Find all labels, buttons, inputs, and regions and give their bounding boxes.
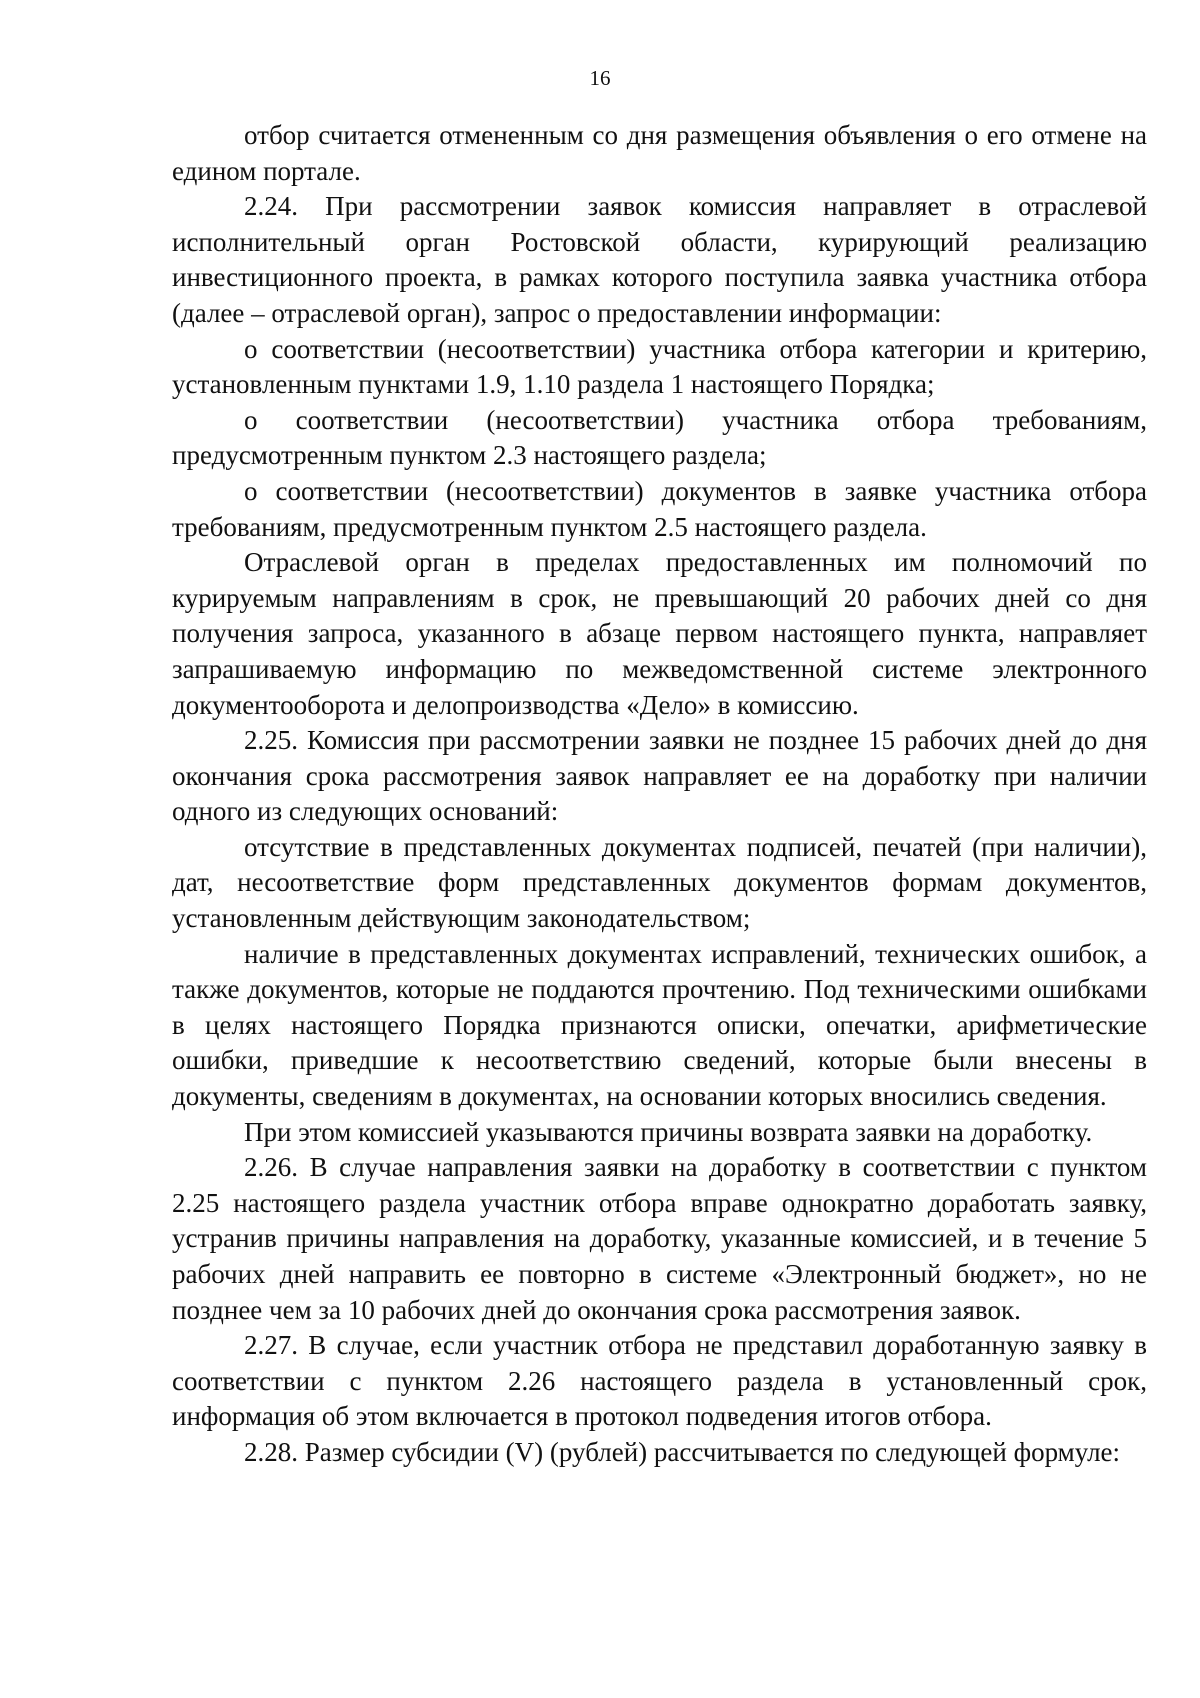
paragraph-technical-errors: наличие в представленных документах исправлений, технических ошибок, а также документов, которые не поддаются прочтению. Под техническими ошибками в целях настоящего Порядка признаются описки, опечатки, арифметические ошибки, приведшие к несоответствию сведений, которые были внесены в документы, сведениям в документах, на основании которых вносились сведения. — [172, 938, 1147, 1112]
paragraph-continuation: отбор считается отмененным со дня размещения объявления о его отмене на едином портале. — [172, 120, 1147, 186]
paragraph-2-24: 2.24. При рассмотрении заявок комиссия направляет в отраслевой исполнительный орган Ростовской области, курирующий реализацию инвестиционного проекта, в рамках которого поступила заявка участника отбора (далее – отраслевой орган), запрос о предоставлении информации: — [172, 191, 1147, 328]
paragraph-2-26: 2.26. В случае направления заявки на доработку в соответствии с пунктом 2.25 настоящего раздела участник отбора вправе однократно доработать заявку, устранив причины направления на доработку, указанные комиссией, и в течение 5 рабочих дней направить ее повторно в системе «Электронный бюджет», но не позднее чем за 10 рабочих дней до окончания срока рассмотрения заявок. — [172, 1152, 1147, 1325]
paragraph-category-criterion: о соответствии (несоответствии) участника отбора категории и критерию, установленным пунктами 1.9, 1.10 раздела 1 настоящего Порядка; — [172, 333, 1147, 400]
page-number: 16 — [589, 66, 611, 90]
paragraph-2-27: 2.27. В случае, если участник отбора не представил доработанную заявку в соответствии с пунктом 2.26 настоящего раздела в установленный срок, информация об этом включается в протокол подведения итогов отбора. — [172, 1330, 1147, 1432]
paragraph-2-28: 2.28. Размер субсидии (V) (рублей) рассчитывается по следующей формуле: — [244, 1436, 1121, 1467]
paragraph-requirements: о соответствии (несоответствии) участника отбора требованиям, предусмотренным пунктом 2.3 настоящего раздела; — [172, 404, 1147, 471]
paragraph-return-reasons: При этом комиссией указываются причины возврата заявки на доработку. — [244, 1116, 1093, 1147]
document-body — [172, 118, 1147, 1471]
paragraph-sector-body: Отраслевой орган в пределах предоставленных им полномочий по курируемым направлениям в срок, не превышающий 20 рабочих дней со дня получения запроса, указанного в абзаце первом настоящего пункта, направляет запрашиваемую информацию по межведомственной системе электронного документооборота и делопроизводства «Дело» в комиссию. — [172, 547, 1147, 720]
paragraph-documents: о соответствии (несоответствии) документов в заявке участника отбора требованиям, предусмотренным пунктом 2.5 настоящего раздела. — [172, 475, 1147, 542]
paragraph-2-25: 2.25. Комиссия при рассмотрении заявки не позднее 15 рабочих дней до дня окончания срока рассмотрения заявок направляет ее на доработку при наличии одного из следующих оснований: — [172, 725, 1147, 827]
paragraph-missing-signatures: отсутствие в представленных документах подписей, печатей (при наличии), дат, несоответствие форм представленных документов формам документов, установленным действующим законодательством; — [172, 831, 1147, 934]
